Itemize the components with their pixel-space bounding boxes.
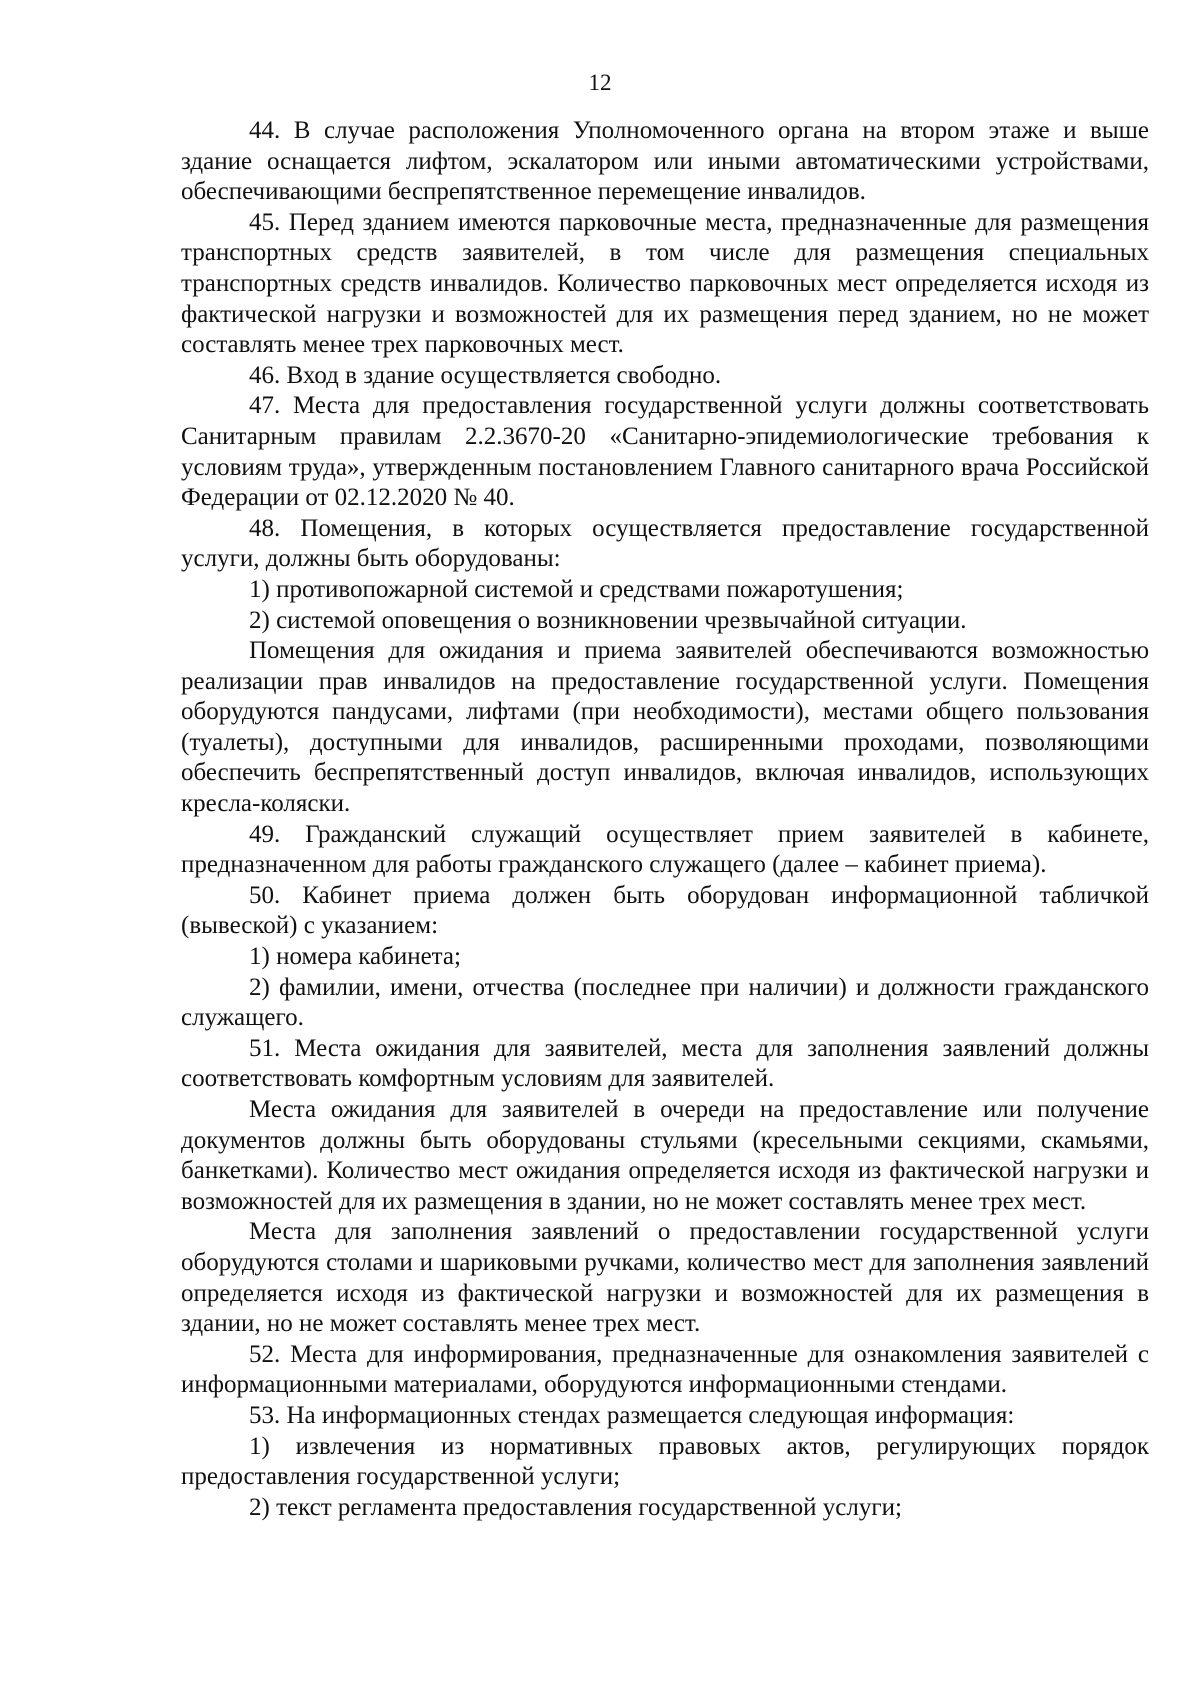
paragraph-53: 53. На информационных стендах размещается следующая информация: (249, 1401, 1015, 1429)
list-item-50-2: 2) фамилии, имени, отчества (последнее при наличии) и должности гражданского служащего. (181, 973, 1149, 1032)
list-item-50-1: 1) номера кабинета; (249, 943, 461, 971)
list-item-53-1: 1) извлечения из нормативных правовых актов, регулирующих порядок предоставления государственной услуги; (181, 1432, 1149, 1491)
paragraph-48-premises: Помещения для ожидания и приема заявителей обеспечиваются возможностью реализации прав инвалидов на предоставление государственной услуги. Помещения оборудуются пандусами, лифтами (при необходимости), местами общего пользования (туалеты), доступными для инвалидов, расширенными проходами, позволяющими обеспечить беспрепятственный доступ инвалидов, включая инвалидов, использующих кресла-коляски. (181, 637, 1149, 818)
paragraph-46: 46. Вход в здание осуществляется свободно. (249, 361, 722, 389)
paragraph-44: 44. В случае расположения Уполномоченного органа на втором этаже и выше здание оснащается лифтом, эскалатором или иными автоматическими устройствами, обеспечивающими беспрепятственное перемещение инвалидов. (181, 117, 1149, 206)
paragraph-49: 49. Гражданский служащий осуществляет прием заявителей в кабинете, предназначенном для работы гражданского служащего (далее – кабинет приема). (181, 820, 1149, 879)
document-body (181, 116, 1149, 1523)
paragraph-51: 51. Места ожидания для заявителей, места для заполнения заявлений должны соответствовать комфортным условиям для заявителей. (181, 1034, 1149, 1093)
list-item-48-2: 2) системой оповещения о возникновении чрезвычайной ситуации. (249, 606, 967, 634)
list-item-48-1: 1) противопожарной системой и средствами пожаротушения; (249, 575, 904, 603)
paragraph-51-waiting: Места ожидания для заявителей в очереди на предоставление или получение документов должны быть оборудованы стульями (кресельными секциями, скамьями, банкетками). Количество мест ожидания определяется исходя из фактической нагрузки и возможностей для их размещения в здании, но не может составлять менее трех мест. (181, 1096, 1149, 1215)
paragraph-52: 52. Места для информирования, предназначенные для ознакомления заявителей с информационными материалами, оборудуются информационными стендами. (181, 1340, 1149, 1399)
page-number: 12 (588, 70, 612, 95)
paragraph-50: 50. Кабинет приема должен быть оборудован информационной табличкой (вывеской) с указанием: (181, 881, 1149, 940)
list-item-53-2: 2) текст регламента предоставления государственной услуги; (249, 1493, 902, 1521)
paragraph-47: 47. Места для предоставления государственной услуги должны соответствовать Санитарным правилам 2.2.3670-20 «Санитарно-эпидемиологические требования к условиям труда», утвержденным постановлением Главного санитарного врача Российской Федерации от 02.12.2020 № 40. (181, 392, 1149, 512)
paragraph-48: 48. Помещения, в которых осуществляется предоставление государственной услуги, должны быть оборудованы: (181, 514, 1149, 573)
paragraph-51-filling: Места для заполнения заявлений о предоставлении государственной услуги оборудуются столами и шариковыми ручками, количество мест для заполнения заявлений определяется исходя из фактической нагрузки и возможностей для их размещения в здании, но не может составлять менее трех мест. (181, 1218, 1149, 1338)
paragraph-45: 45. Перед зданием имеются парковочные места, предназначенные для размещения транспортных средств заявителей, в том числе для размещения специальных транспортных средств инвалидов. Количество парковочных мест определяется исходя из фактической нагрузки и возможностей для их размещения перед зданием, но не может составлять менее трех парковочных мест. (181, 208, 1149, 359)
